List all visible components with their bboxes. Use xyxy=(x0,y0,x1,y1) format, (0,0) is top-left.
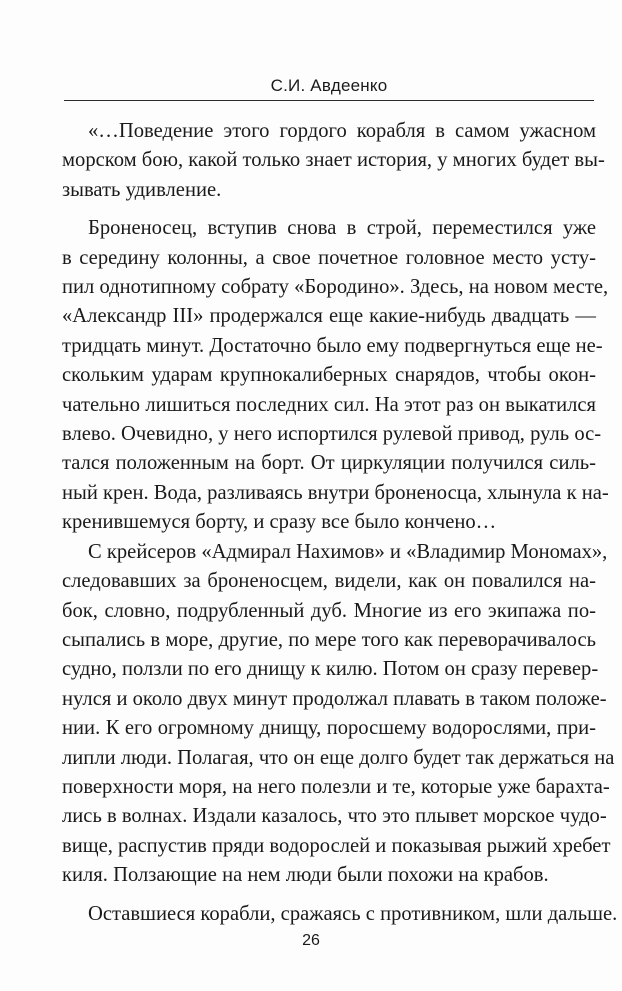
text-line: сыпались в море, другие, по мере того как переворачивалось xyxy=(62,628,596,651)
paragraph xyxy=(62,117,605,205)
text-line: липли люди. Полагая, что он еще долго будет так держаться на xyxy=(62,746,615,769)
text-line: Оставшиеся корабли, сражаясь с противником, шли дальше. xyxy=(88,902,618,925)
text-line: «…Поведение этого гордого корабля в самом ужасном xyxy=(88,120,596,142)
paragraph xyxy=(62,900,618,929)
text-line: чательно лишиться последних сил. На этот раз он выкатился xyxy=(62,393,596,416)
text-body xyxy=(62,117,618,929)
text-line: С крейсеров «Адмирал Нахимов» и «Владимир Мономах», xyxy=(88,540,608,563)
text-line: тался положенным на борт. От циркуляции получился силь- xyxy=(62,452,596,475)
text-line: морском бою, какой только знает история, у многих будет вы- xyxy=(62,149,605,172)
text-line: тридцать минут. Достаточно было ему подвергнуться еще не- xyxy=(62,334,603,357)
text-line: судно, ползли по его днищу к килю. Потом он сразу перевер- xyxy=(62,658,599,681)
text-line: влево. Очевидно, у него испортился рулевой привод, руль ос- xyxy=(62,423,602,446)
text-line: бок, словно, подрубленный дуб. Многие из его экипажа по- xyxy=(62,599,596,622)
text-line: Броненосец, вступив снова в строй, переместился уже xyxy=(88,217,596,240)
paragraph xyxy=(62,214,609,537)
running-head-author: С.И. Авдеенко xyxy=(270,76,388,95)
text-line: зывать удивление. xyxy=(62,178,222,201)
text-line: кренившемуся борту, и сразу все было кончено… xyxy=(62,511,497,534)
text-line: киля. Ползающие на нем люди были похожи на крабов. xyxy=(62,864,549,887)
text-line: пил однотипному собрату «Бородино». Здесь, на новом месте, xyxy=(62,276,609,299)
text-line: нулся и около двух минут продолжал плавать в таком положе- xyxy=(62,687,607,710)
header-rule xyxy=(64,100,594,101)
text-line: ный крен. Вода, разливаясь внутри броненосца, хлынула к на- xyxy=(62,481,609,504)
text-line: скольким ударам крупнокалиберных снарядов, чтобы окон- xyxy=(62,364,596,387)
text-line: следовавших за броненосцем, видели, как он повалился на- xyxy=(62,570,596,593)
text-line: «Александр III» продержался еще какие-нибудь двадцать — xyxy=(62,305,596,328)
text-line: в середину колонны, а свое почетное головное место усту- xyxy=(62,246,596,269)
text-line: лись в волнах. Издали казалось, что это плывет морское чудо- xyxy=(62,805,607,828)
text-line: поверхности моря, на него полезли и те, которые уже барахта- xyxy=(62,775,610,798)
page-number: 26 xyxy=(302,932,320,949)
paragraph xyxy=(62,538,615,891)
text-line: нии. К его огромному днищу, поросшему водорослями, при- xyxy=(62,717,596,740)
text-line: вище, распустив пряди водорослей и показывая рыжий хребет xyxy=(62,834,611,857)
